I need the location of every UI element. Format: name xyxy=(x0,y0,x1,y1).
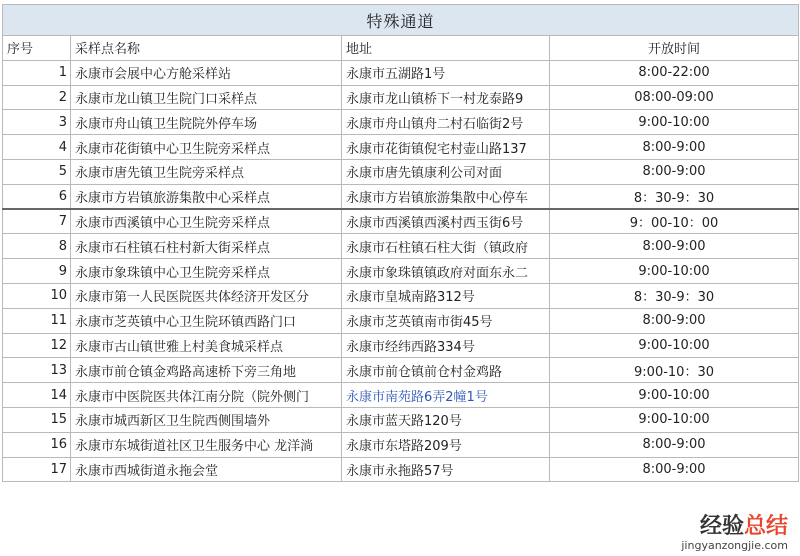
site-address: 永康市花街镇倪宅村壶山路137 xyxy=(342,135,550,160)
open-time: 8：30-9：30 xyxy=(550,184,799,209)
site-address: 永康市前仓镇前仓村金鸡路 xyxy=(342,358,550,383)
site-name: 永康市第一人民医院医共体经济开发区分 xyxy=(71,283,342,308)
open-time: 9:00-10:00 xyxy=(550,333,799,358)
table-row xyxy=(3,383,799,408)
row-number: 13 xyxy=(3,358,71,383)
sampling-sites-table xyxy=(2,4,799,482)
row-number: 4 xyxy=(3,135,71,160)
table-row xyxy=(3,259,799,284)
site-address: 永康市东塔路209号 xyxy=(342,432,550,457)
row-number: 1 xyxy=(3,60,71,85)
table-row xyxy=(3,135,799,160)
open-time: 8:00-9:00 xyxy=(550,159,799,184)
site-name: 永康市方岩镇旅游集散中心采样点 xyxy=(71,184,342,209)
table-row xyxy=(3,209,799,234)
site-address: 永康市蓝天路120号 xyxy=(342,407,550,432)
site-address: 永康市唐先镇康利公司对面 xyxy=(342,159,550,184)
open-time: 8:00-9:00 xyxy=(550,234,799,259)
row-number: 6 xyxy=(3,184,71,209)
header-address: 地址 xyxy=(342,36,550,61)
table-row xyxy=(3,308,799,333)
site-name: 永康市会展中心方舱采样站 xyxy=(71,60,342,85)
site-name: 永康市石柱镇石柱村新大街采样点 xyxy=(71,234,342,259)
row-number: 10 xyxy=(3,283,71,308)
open-time: 8:00-9:00 xyxy=(550,135,799,160)
table-title: 特殊通道 xyxy=(3,5,799,36)
open-time: 9:00-10:00 xyxy=(550,407,799,432)
open-time: 8:00-9:00 xyxy=(550,432,799,457)
table-row xyxy=(3,333,799,358)
site-address: 永康市西溪镇西溪村西玉街6号 xyxy=(342,209,550,234)
watermark-text: 经验总结 xyxy=(699,514,788,539)
header-row xyxy=(3,36,799,61)
open-time: 9:00-10：30 xyxy=(550,358,799,383)
table-row xyxy=(3,358,799,383)
table-row xyxy=(3,110,799,135)
site-name: 永康市唐先镇卫生院旁采样点 xyxy=(71,159,342,184)
site-address: 永康市方岩镇旅游集散中心停车 xyxy=(342,184,550,209)
table-row xyxy=(3,159,799,184)
header-no: 序号 xyxy=(3,36,71,61)
row-number: 12 xyxy=(3,333,71,358)
site-name: 永康市舟山镇卫生院院外停车场 xyxy=(71,110,342,135)
row-number: 9 xyxy=(3,259,71,284)
table-row xyxy=(3,432,799,457)
site-name: 永康市古山镇世雅上村美食城采样点 xyxy=(71,333,342,358)
site-name: 永康市城西新区卫生院西侧围墙外 xyxy=(71,407,342,432)
open-time: 9:00-10:00 xyxy=(550,383,799,408)
site-name: 永康市西溪镇中心卫生院旁采样点 xyxy=(71,209,342,234)
row-number: 15 xyxy=(3,407,71,432)
site-name: 永康市龙山镇卫生院门口采样点 xyxy=(71,85,342,110)
site-address: 永康市芝英镇南市街45号 xyxy=(342,308,550,333)
open-time: 9:00-10:00 xyxy=(550,110,799,135)
title-row xyxy=(3,5,799,36)
open-time: 9:00-10:00 xyxy=(550,259,799,284)
open-time: 08:00-09:00 xyxy=(550,85,799,110)
site-address: 永康市舟山镇舟二村石临街2号 xyxy=(342,110,550,135)
row-number: 17 xyxy=(3,457,71,482)
table-row xyxy=(3,457,799,482)
site-name: 永康市中医院医共体江南分院（院外侧门 xyxy=(71,383,342,408)
site-name: 永康市芝英镇中心卫生院环镇西路门口 xyxy=(71,308,342,333)
table-row xyxy=(3,85,799,110)
site-name: 永康市象珠镇中心卫生院旁采样点 xyxy=(71,259,342,284)
table-row xyxy=(3,234,799,259)
site-address: 永康市石柱镇石柱大街（镇政府 xyxy=(342,234,550,259)
site-name: 永康市东城街道社区卫生服务中心 龙洋淌 xyxy=(71,432,342,457)
site-address: 永康市永拖路57号 xyxy=(342,457,550,482)
row-number: 3 xyxy=(3,110,71,135)
site-address: 永康市经纬西路334号 xyxy=(342,333,550,358)
header-open-time: 开放时间 xyxy=(550,36,799,61)
open-time: 9：00-10：00 xyxy=(550,209,799,234)
site-name: 永康市西城街道永拖会堂 xyxy=(71,457,342,482)
open-time: 8:00-22:00 xyxy=(550,60,799,85)
site-name: 永康市前仓镇金鸡路高速桥下旁三角地 xyxy=(71,358,342,383)
site-name: 永康市花街镇中心卫生院旁采样点 xyxy=(71,135,342,160)
site-address: 永康市皇城南路312号 xyxy=(342,283,550,308)
row-number: 5 xyxy=(3,159,71,184)
site-address: 永康市南苑路6弄2幢1号 xyxy=(342,383,550,408)
row-number: 14 xyxy=(3,383,71,408)
site-address: 永康市龙山镇桥下一村龙泰路9 xyxy=(342,85,550,110)
table-row xyxy=(3,407,799,432)
site-address: 永康市象珠镇镇政府对面东永二 xyxy=(342,259,550,284)
open-time: 8:00-9:00 xyxy=(550,457,799,482)
row-number: 7 xyxy=(3,209,71,234)
watermark-url: jingyanzongjie.com xyxy=(681,539,788,552)
open-time: 8：30-9：30 xyxy=(550,283,799,308)
row-number: 16 xyxy=(3,432,71,457)
row-number: 2 xyxy=(3,85,71,110)
open-time: 8:00-9:00 xyxy=(550,308,799,333)
table-row xyxy=(3,184,799,209)
table-row xyxy=(3,283,799,308)
site-address: 永康市五湖路1号 xyxy=(342,60,550,85)
table-row xyxy=(3,60,799,85)
row-number: 8 xyxy=(3,234,71,259)
header-name: 采样点名称 xyxy=(71,36,342,61)
row-number: 11 xyxy=(3,308,71,333)
watermark-logo xyxy=(677,514,792,552)
